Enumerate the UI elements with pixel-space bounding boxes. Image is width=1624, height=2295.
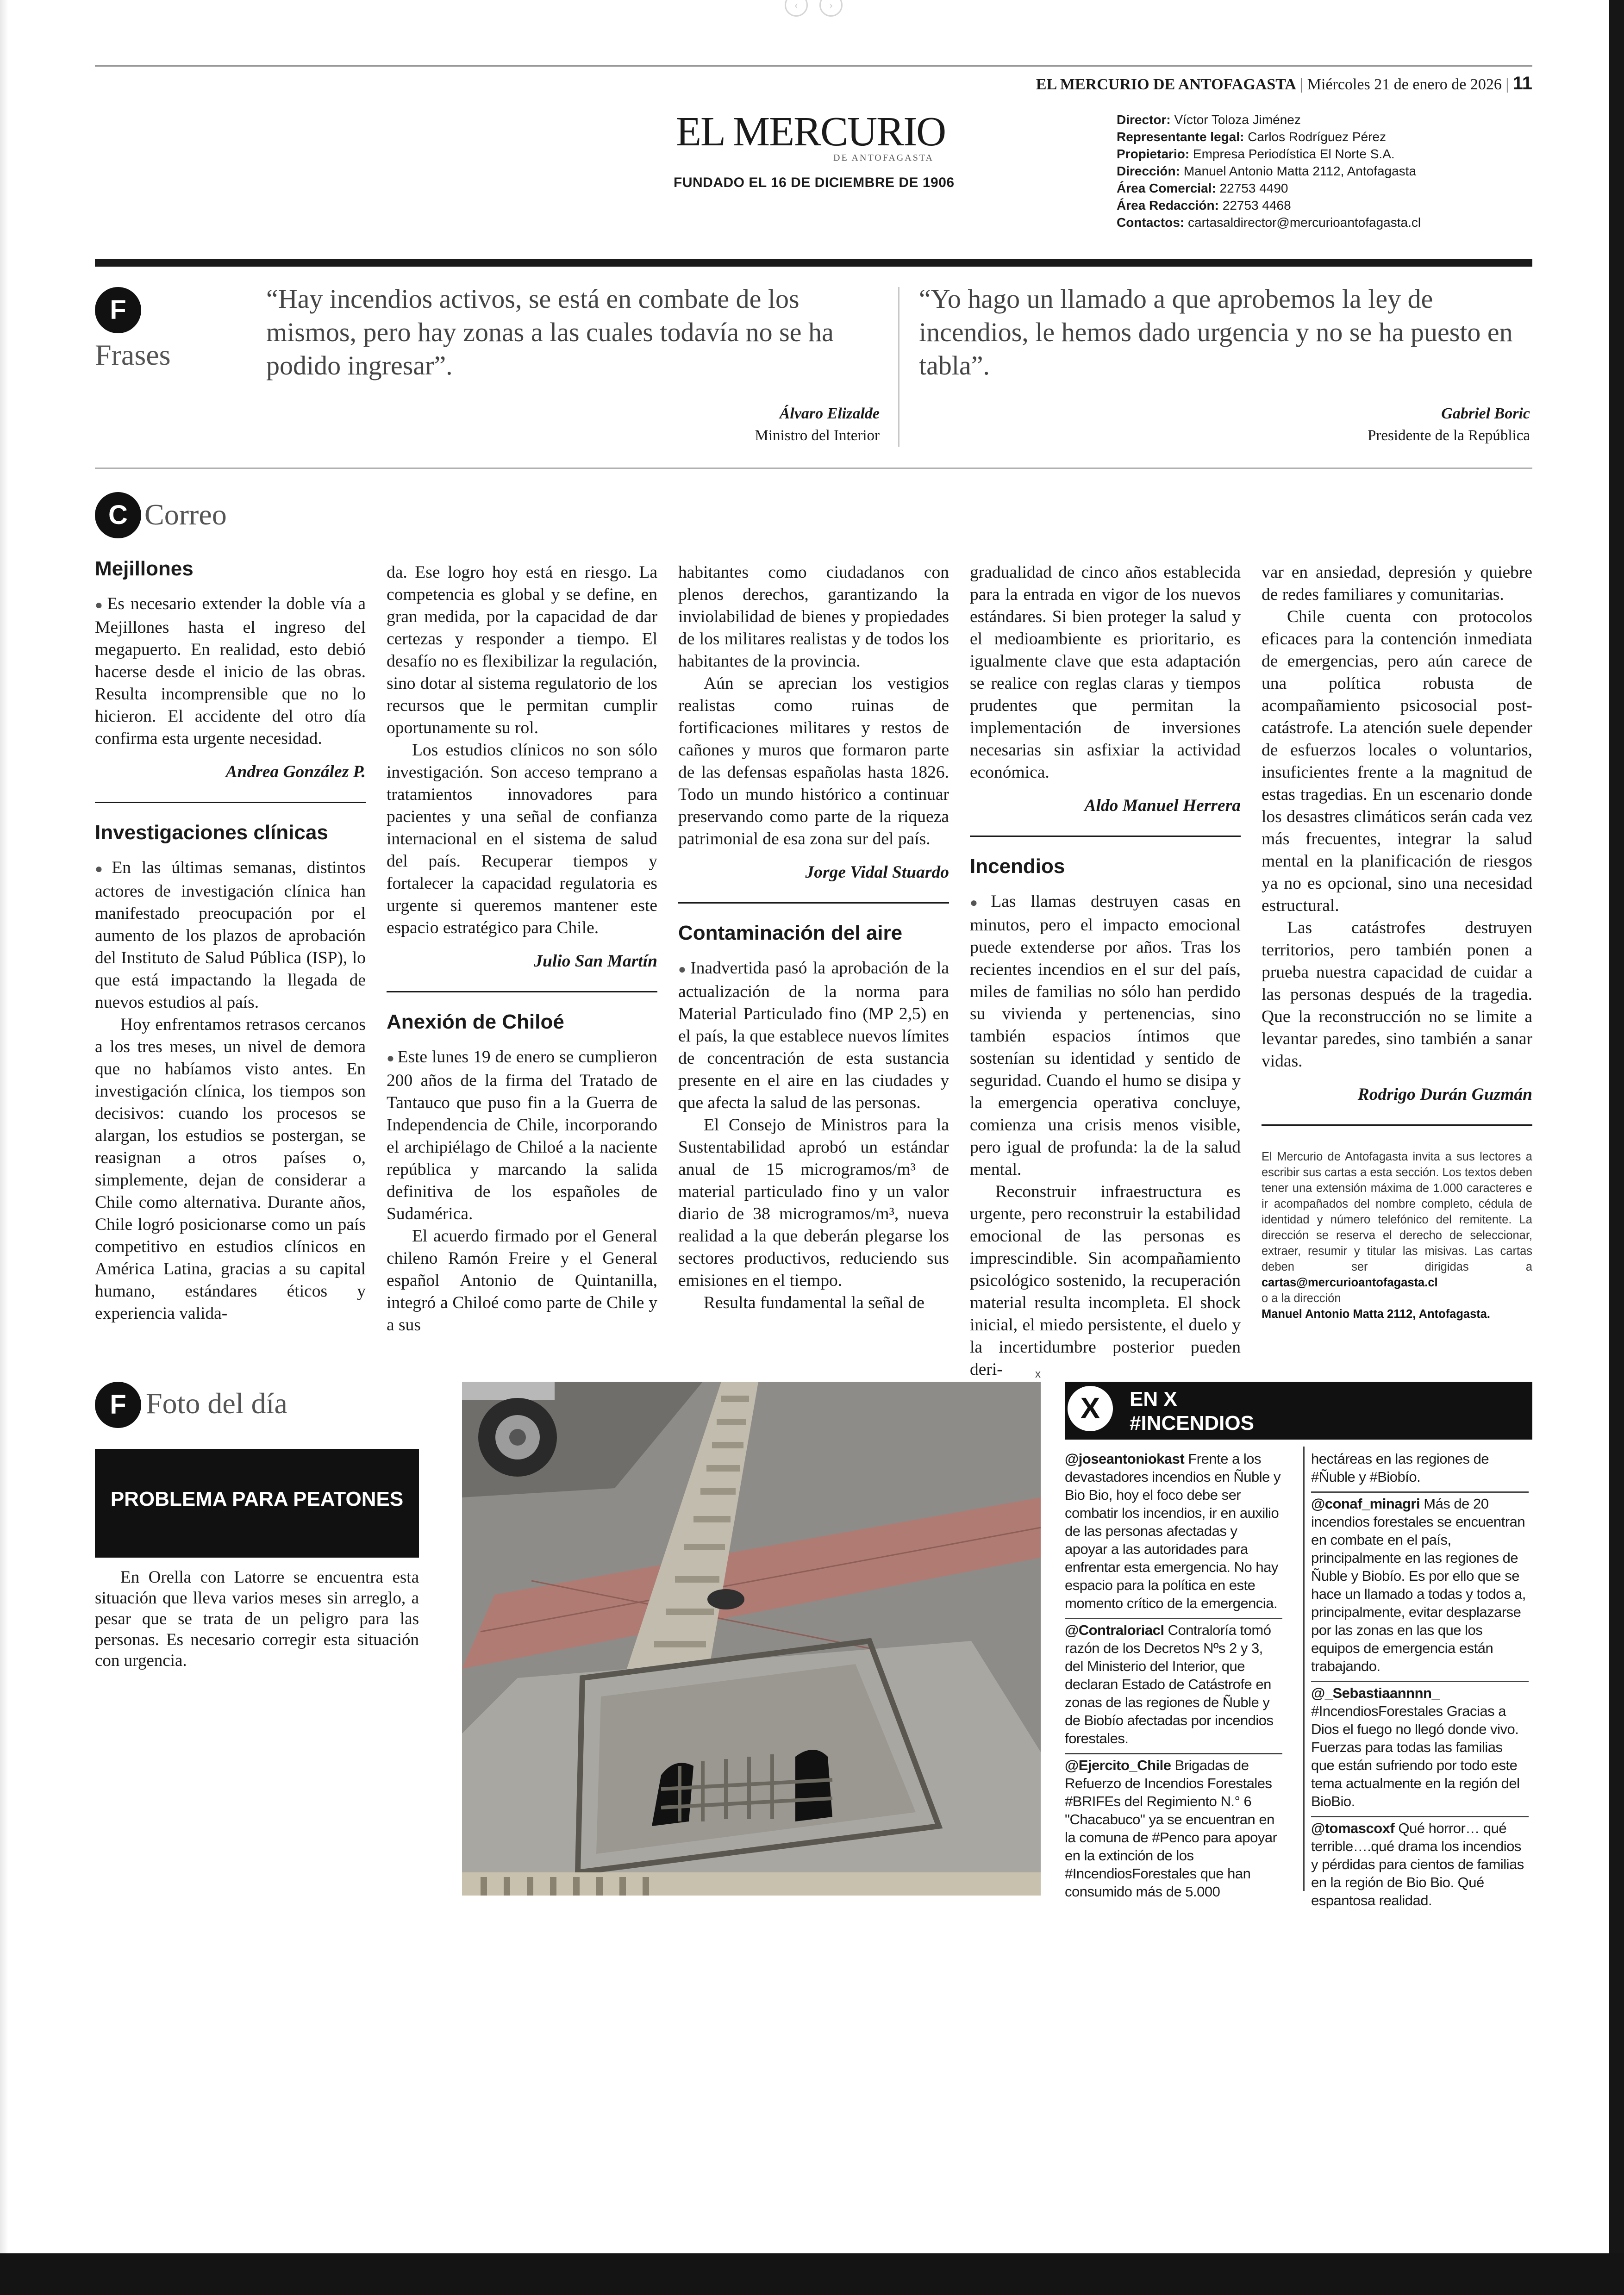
letter-signature: Andrea González P. bbox=[225, 762, 366, 781]
quote-1-text: “Hay incendios activos, se está en combate de los mismos, pero hay zonas a las cuales todavía no se ha podido ingresar”. bbox=[266, 284, 834, 380]
staff-row: Área Redacción: 22753 4468 bbox=[1117, 198, 1291, 212]
bullet-icon bbox=[387, 1048, 397, 1066]
tweet-text: #IncendiosForestales Gracias a Dios el fuego no llegó donde vivo. Fuerzas para todas las familias que están sufriendo por todo este tema actualmente en la región del BioBio. bbox=[1311, 1703, 1520, 1809]
letter-body: da. Ese logro hoy está en riesgo. La competencia es global y se define, en gran medida, por la capacidad de dar certezas y responder a tiempo. El desafío no es flexibilizar la regulación, sino dotar al sistema regulatorio de los recursos que le permitan cumplir oportunamente su rol. bbox=[387, 563, 657, 737]
letter-body: Resulta fundamental la señal de bbox=[704, 1293, 924, 1312]
founded-line: FUNDADO EL 16 DE DICIEMBRE DE 1906 bbox=[674, 175, 955, 190]
bullet-icon bbox=[678, 959, 690, 978]
letter-separator bbox=[970, 836, 1241, 837]
photo-label: PROBLEMA PARA PEATONES bbox=[110, 1488, 404, 1510]
letter-body: Los estudios clínicos no son sólo investigación. Son acceso temprano a tratamientos innovadores para pacientes y una señal de confianza internacional en el sistema de salud del país. Recuperar tiempos y fortalecer la capacidad regulatoria es urgente si queremos mantener este espacio estratégico para Chile. bbox=[387, 741, 657, 937]
foto-badge-icon: F bbox=[95, 1382, 141, 1428]
photo-close-mark: x bbox=[1035, 1368, 1041, 1380]
tweet-text: Contraloría tomó razón de los Decretos Nºs 2 y 3, del Ministerio del Interior, que declaran Estado de Catástrofe en zonas de las regiones de Ñuble y de Biobío afectadas por incendios forestales. bbox=[1065, 1622, 1274, 1746]
staff-row: Dirección: Manuel Antonio Matta 2112, Antofagasta bbox=[1117, 164, 1417, 178]
bullet-icon bbox=[95, 594, 107, 613]
letter-separator bbox=[387, 991, 657, 992]
correo-column-3 bbox=[678, 561, 949, 1314]
tweet-handle[interactable]: @conaf_minagri bbox=[1311, 1496, 1420, 1512]
letter-body: Es necesario extender la doble vía a Mejillones hasta el ingreso del megapuerto. En realidad, esto debió hacerse desde el inicio de las obras. Resulta incomprensible que no lo hicieron. El accidente del otro día confirma esta urgente necesidad. bbox=[95, 594, 366, 748]
page-number: 11 bbox=[1512, 73, 1532, 94]
letter-body: Las catástrofes destruyen territorios, pero también ponen a prueba nuestra capacidad de cuidar a las personas después de la tragedia. Que la reconstrucción no se limite a levantar paredes, sino también a sanar vidas. bbox=[1262, 918, 1532, 1071]
letter-heading: Contaminación del aire bbox=[678, 922, 903, 944]
frases-bottom-rule bbox=[95, 468, 1532, 469]
letter-body: En las últimas semanas, distintos actores de investigación clínica han manifestado preocupación por el aumento de los plazos de aprobación del Instituto de Salud Pública (ISP), lo que está impactando la llegada de nuevos estudios al país. bbox=[95, 858, 366, 1012]
photo-of-the-day bbox=[462, 1382, 1041, 1896]
issue-date: Miércoles 21 de enero de 2026 bbox=[1307, 76, 1502, 93]
tweet bbox=[1311, 1817, 1529, 1915]
letter-signature: Julio San Martín bbox=[534, 952, 657, 971]
quote-1-author: Álvaro Elizalde bbox=[779, 405, 880, 422]
x-logo-icon: X bbox=[1065, 1383, 1116, 1434]
letter-signature: Rodrigo Durán Guzmán bbox=[1357, 1085, 1532, 1104]
en-x-title-line2: #INCENDIOS bbox=[1130, 1412, 1254, 1434]
section-rule bbox=[95, 259, 1532, 267]
tweet bbox=[1065, 1448, 1282, 1619]
tweet-handle[interactable]: @_Sebastiaannnn_ bbox=[1311, 1685, 1440, 1701]
viewer-bottom-bar bbox=[0, 2253, 1624, 2295]
quote-divider bbox=[898, 287, 899, 447]
viewer-prev-icon[interactable]: ‹ bbox=[785, 0, 808, 17]
quote-1-role: Ministro del Interior bbox=[755, 427, 880, 444]
en-x-header bbox=[1065, 1382, 1532, 1440]
bullet-icon bbox=[95, 858, 112, 877]
staff-row: Representante legal: Carlos Rodríguez Pérez bbox=[1117, 130, 1387, 144]
tweets-column-2 bbox=[1311, 1448, 1529, 1915]
tweet-text: Frente a los devastadores incendios en Ñuble y Bio Bio, hoy el foco debe ser combatir los incendios, ir en auxilio de las personas afectadas y apoyar a las autoridades para enfrentar esta emergencia. No hay espacio para la política en este momento crítico de la emergencia. bbox=[1065, 1451, 1281, 1611]
correo-column-4 bbox=[970, 561, 1241, 1381]
staff-row: Contactos: cartasaldirector@mercurioantofagasta.cl bbox=[1117, 215, 1421, 230]
frases-title: Frases bbox=[95, 338, 171, 371]
letter-body: var en ansiedad, depresión y quiebre de redes familiares y comunitarias. bbox=[1262, 563, 1532, 604]
letter-body: Aún se aprecian los vestigios realistas como ruinas de fortificaciones militares y restos de cañones y muros que formaron parte de las defensas españolas hasta 1826. Todo un mundo histórico a continuar preservando como parte de la riqueza patrimonial de esa zona sur del país. bbox=[678, 674, 949, 848]
correo-column-2 bbox=[387, 561, 657, 1336]
staff-box bbox=[1117, 111, 1421, 231]
header-rule bbox=[95, 65, 1532, 67]
photo-caption: En Orella con Latorre se encuentra esta situación que lleva varios meses sin arreglo, a pesar que se trata de un peligro para las personas. Es necesario corregir esta situación con urgencia. bbox=[95, 1568, 419, 1670]
tweet bbox=[1065, 1754, 1282, 1906]
letter-heading: Mejillones bbox=[95, 557, 194, 580]
frases-badge-icon: F bbox=[95, 287, 141, 333]
letter-body: Las llamas destruyen casas en minutos, pero el impacto emocional puede extenderse por años. Tras los recientes incendios en el sur del país, miles de familias no sólo han perdido su vivienda y pertenencias, sino también espacios íntimos que sostenían su identidad y sentido de seguridad. Cuando el humo se disipa y la emergencia operativa concluye, comienza una crisis menos visible, pero igual de profunda: la de la salud mental. bbox=[970, 892, 1241, 1179]
letter-body: Inadvertida pasó la aprobación de la actualización de la norma para Material Particulado fino (MP 2,5) en el país, la que establece nuevos límites de concentración de esta sustancia presente en el aire en las ciudades y que afecta la salud de las personas. bbox=[678, 959, 949, 1112]
tweet bbox=[1065, 1619, 1282, 1754]
sidewalk-photo-image bbox=[462, 1382, 1041, 1896]
tweet-handle[interactable]: @Ejercito_Chile bbox=[1065, 1757, 1171, 1773]
letter-signature: Jorge Vidal Stuardo bbox=[805, 863, 949, 882]
correo-column-5 bbox=[1262, 561, 1532, 1322]
letter-signature: Aldo Manuel Herrera bbox=[1084, 796, 1241, 815]
letter-body: Este lunes 19 de enero se cumplieron 200 años de la firma del Tratado de Tantauco que puso fin a la Guerra de Independencia de Chile, incorporando el archipiélago de Chiloé a la naciente república y marcando la salida definitiva de los españoles de Sudamérica. bbox=[387, 1048, 657, 1223]
staff-row: Área Comercial: 22753 4490 bbox=[1117, 181, 1288, 195]
letter-heading: Anexión de Chiloé bbox=[387, 1010, 564, 1033]
tweet-handle[interactable]: @Contraloriacl bbox=[1065, 1622, 1164, 1638]
letter-heading: Incendios bbox=[970, 855, 1065, 878]
publication-name: EL MERCURIO DE ANTOFAGASTA bbox=[1036, 76, 1296, 93]
correo-title: Correo bbox=[144, 498, 227, 531]
tweet-text: hectáreas en las regiones de #Ñuble y #Biobío. bbox=[1311, 1451, 1489, 1485]
page-header-info: EL MERCURIO DE ANTOFAGASTA | Miércoles 21 de enero de 2026 | 11 bbox=[1036, 73, 1532, 94]
masthead-logo: EL MERCURIO bbox=[676, 109, 946, 155]
letter-separator bbox=[678, 902, 949, 904]
letter-body: Hoy enfrentamos retrasos cercanos a los tres meses, un nivel de demora que no habíamos visto antes. En investigación clínica, los tiempos son decisivos: cuando los procesos se alargan, los estudios se postergan, se reasignan a otros países o, simplemente, dejan de considerar a Chile como alternativa. Durante años, Chile logró posicionarse como un país competitivo en estudios clínicos en América Latina, gracias a su capital humano, estándares éticos y experiencia valida- bbox=[95, 1015, 366, 1323]
quote-2-role: Presidente de la República bbox=[1368, 427, 1530, 444]
en-x-title-line1: EN X bbox=[1130, 1388, 1177, 1410]
letter-body: Chile cuenta con protocolos eficaces para la contención inmediata de emergencias, pero aún carece de una política robusta de acompañamiento psicosocial post-catástrofe. La atención suele depender de esfuerzos locales o voluntarios, insuficientes frente a la magnitud de estas tragedias. En un escenario donde los desastres climáticos serán cada vez más frecuentes, integrar la salud mental en la planificación de riesgos ya no es opcional, sino una necesidad estructural. bbox=[1262, 607, 1532, 915]
tweets-divider bbox=[1303, 1447, 1305, 1891]
letter-body: habitantes como ciudadanos con plenos derechos, garantizando la inviolabilidad de bienes y propiedades de los militares realistas y de todos los habitantes de la provincia. bbox=[678, 563, 949, 671]
masthead-subtitle: DE ANTOFAGASTA bbox=[833, 153, 934, 163]
letter-separator bbox=[95, 802, 366, 803]
letter-heading: Investigaciones clínicas bbox=[95, 821, 328, 844]
quote-2-text: “Yo hago un llamado a que aprobemos la ley de incendios, le hemos dado urgencia y no se ha puesto en tabla”. bbox=[919, 284, 1513, 380]
letter-separator bbox=[1262, 1124, 1532, 1126]
quote-2-author: Gabriel Boric bbox=[1441, 405, 1530, 422]
tweet-text: Qué horror… qué terrible….qué drama los incendios y pérdidas para cientos de familias en la región de Bio Bio. Qué espantosa realidad. bbox=[1311, 1820, 1524, 1908]
staff-row: Propietario: Empresa Periodística El Norte S.A. bbox=[1117, 147, 1395, 161]
notice-address: Manuel Antonio Matta 2112, Antofagasta. bbox=[1262, 1308, 1491, 1321]
letter-body: El acuerdo firmado por el General chileno Ramón Freire y el General español Antonio de Quintanilla, integró a Chiloé como parte de Chile y a sus bbox=[387, 1227, 657, 1335]
page-left-shadow bbox=[0, 0, 8, 2253]
notice-email-link[interactable]: cartas@mercurioantofagasta.cl bbox=[1262, 1276, 1438, 1289]
viewer-scrollbar[interactable] bbox=[1609, 0, 1624, 2295]
tweet bbox=[1311, 1493, 1529, 1682]
submission-notice: El Mercurio de Antofagasta invita a sus lectores a escribir sus cartas a esta sección. Los textos deben tener una extensión máxima de 1.000 caracteres e ir acompañados del nombre completo, cédula de identidad y número telefónico del remitente. La dirección se reserva el derecho de seleccionar, extraer, resumir y titular las misivas. Las cartas deben ser dirigidas a cartas@mercurioantofagasta.cl o a la dirección Manuel Antonio Matta 2112, Antofagasta. bbox=[1262, 1150, 1532, 1321]
photo-label-box bbox=[95, 1449, 419, 1558]
letter-body: Reconstruir infraestructura es urgente, pero reconstruir la estabilidad emocional de las personas es imprescindible. Sin acompañamiento psicológico sostenido, la recuperación material resulta incompleta. El shock inicial, el miedo persistente, el duelo y la incertidumbre posterior pueden deri- bbox=[970, 1182, 1241, 1379]
letter-body: gradualidad de cinco años establecida para la entrada en vigor de los nuevos estándares. Si bien proteger la salud y el medioambiente es prioritario, es igualmente clave que esta adaptación se realice con reglas claras y tiempos prudentes que permitan la implementación de inversiones necesarias sin asfixiar la actividad económica. bbox=[970, 563, 1241, 782]
foto-title: Foto del día bbox=[146, 1387, 287, 1420]
tweet-handle[interactable]: @tomascoxf bbox=[1311, 1820, 1395, 1836]
bullet-icon bbox=[970, 892, 991, 911]
correo-column-1 bbox=[95, 558, 366, 1325]
tweet bbox=[1311, 1682, 1529, 1817]
tweet-text: Más de 20 incendios forestales se encuentran en combate en el país, principalmente en las regiones de Ñuble y Biobío. Es por ello que se hace un llamado a todas y todos a, principalmente, evitar desplazarse por las zonas en las que los equipos de emergencia están trabajando. bbox=[1311, 1496, 1526, 1674]
correo-badge-icon: C bbox=[95, 492, 141, 538]
tweets-column-1 bbox=[1065, 1448, 1282, 1906]
tweet-text: Brigadas de Refuerzo de Incendios Forestales #BRIFEs del Regimiento N.° 6 "Chacabuco" ya se encuentran en la comuna de #Penco para apoyar en la extinción de los #IncendiosForestales que han consumido más de 5.000 bbox=[1065, 1757, 1277, 1900]
tweet bbox=[1311, 1448, 1529, 1493]
letter-body: El Consejo de Ministros para la Sustentabilidad aprobó un estándar anual de 15 microgramos/m³ de material particulado fino y un valor diario de 38 microgramos/m³, nueva realidad a la que deberán plegarse los sectores productivos, reduciendo sus emisiones en el tiempo. bbox=[678, 1116, 949, 1290]
staff-row: Director: Víctor Toloza Jiménez bbox=[1117, 112, 1301, 127]
viewer-next-icon[interactable]: › bbox=[819, 0, 843, 17]
tweet-handle[interactable]: @joseantoniokast bbox=[1065, 1451, 1185, 1467]
